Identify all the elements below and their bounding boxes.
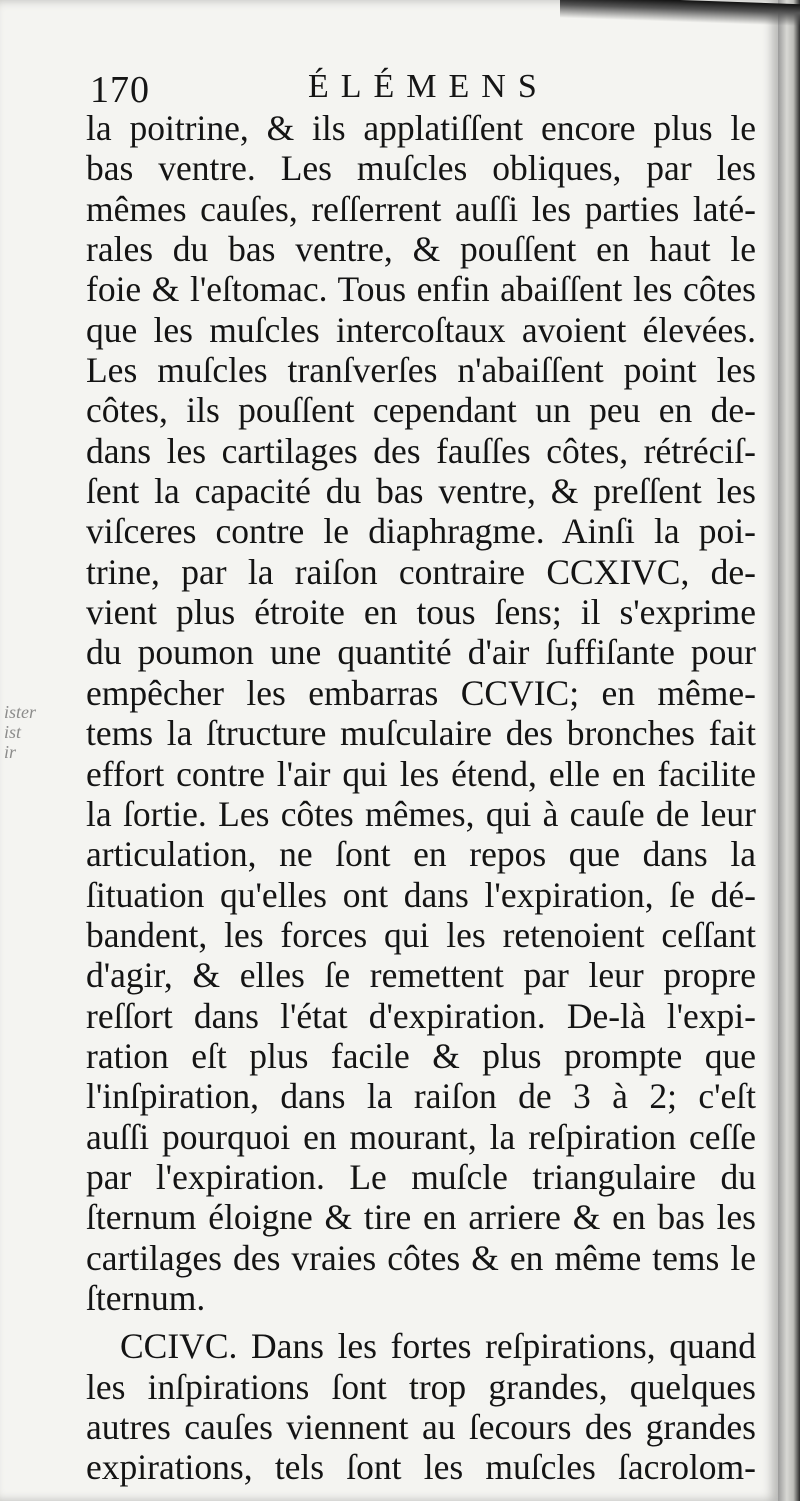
text-line: empêcher les embarras CCVIC; en même- [86, 672, 756, 713]
page-number: 170 [90, 69, 150, 111]
margin-annotation-line: ir [4, 742, 17, 762]
text-line: la ſortie. Les côtes mêmes, qui à cauſe de leur [86, 793, 756, 834]
text-line: du poumon une quantité d'air ſuffiſante pour [86, 632, 756, 673]
text-line: viſceres contre le diaphragme. Ainſi la poi- [86, 511, 756, 552]
text-line: autres cauſes viennent au ſecours des grandes [86, 1407, 756, 1447]
text-line: bas ventre. Les muſcles obliques, par les [86, 148, 756, 189]
paragraph-gap [86, 1318, 756, 1326]
running-head: ÉLÉMENS [308, 68, 549, 105]
text-line: effort contre l'air qui les étend, elle en facilite [86, 753, 756, 794]
text-line: bandent, les forces qui les retenoient ceſſant [86, 914, 756, 955]
text-line: foie & l'eſtomac. Tous enfin abaiſſent les côtes [86, 269, 756, 310]
text-line-paragraph-end: ſternum. [86, 1277, 206, 1318]
text-line: rales du bas ventre, & pouſſent en haut le [86, 229, 756, 270]
text-line-paragraph-start: CCIVC. Dans les fortes reſpirations, quand [120, 1326, 756, 1367]
margin-annotation-line: ister [4, 702, 37, 722]
text-line: que les muſcles intercoſtaux avoient élevées. [86, 309, 756, 350]
text-line: auſſi pourquoi en mourant, la reſpiration ceſſe [86, 1116, 756, 1157]
page-edge [778, 0, 800, 1501]
page-header [88, 64, 748, 114]
text-line: mêmes cauſes, reſſerrent auſſi les parties laté- [86, 188, 756, 229]
text-line: trine, par la raiſon contraire CCXIVC, de- [86, 551, 756, 592]
margin-annotation [4, 702, 64, 762]
text-line: par l'expiration. Le muſcle triangulaire du [86, 1156, 756, 1197]
text-line: les inſpirations ſont trop grandes, quelques [86, 1366, 756, 1407]
text-line: Les muſcles tranſverſes n'abaiſſent point les [86, 350, 756, 391]
text-line: ſituation qu'elles ont dans l'expiration, ſe dé- [86, 874, 756, 915]
text-line: la poitrine, & ils applatiſſent encore plus le [86, 108, 756, 148]
body-text [86, 108, 756, 1488]
text-line: tems la ſtructure muſculaire des bronches fait [86, 713, 756, 754]
text-line: dans les cartilages des fauſſes côtes, rétréciſ- [86, 430, 756, 471]
text-line: expirations, tels ſont les muſcles ſacrolom- [86, 1447, 756, 1488]
text-line: vient plus étroite en tous ſens; il s'exprime [86, 592, 756, 633]
text-line: ſternum éloigne & tire en arriere & en bas les [86, 1197, 756, 1238]
margin-annotation-line: ist [4, 722, 22, 742]
text-line: côtes, ils pouſſent cependant un peu en de- [86, 390, 756, 431]
text-line: reſſort dans l'état d'expiration. De-là l'expi- [86, 995, 756, 1036]
text-line: cartilages des vraies côtes & en même tems le [86, 1237, 756, 1278]
text-line: articulation, ne ſont en repos que dans la [86, 834, 756, 875]
text-line: d'agir, & elles ſe remettent par leur propre [86, 955, 756, 996]
text-line: ration eſt plus facile & plus prompte que [86, 1035, 756, 1076]
text-line: l'inſpiration, dans la raiſon de 3 à 2; c'eſt [86, 1076, 756, 1117]
text-line: ſent la capacité du bas ventre, & preſſent les [86, 471, 756, 512]
